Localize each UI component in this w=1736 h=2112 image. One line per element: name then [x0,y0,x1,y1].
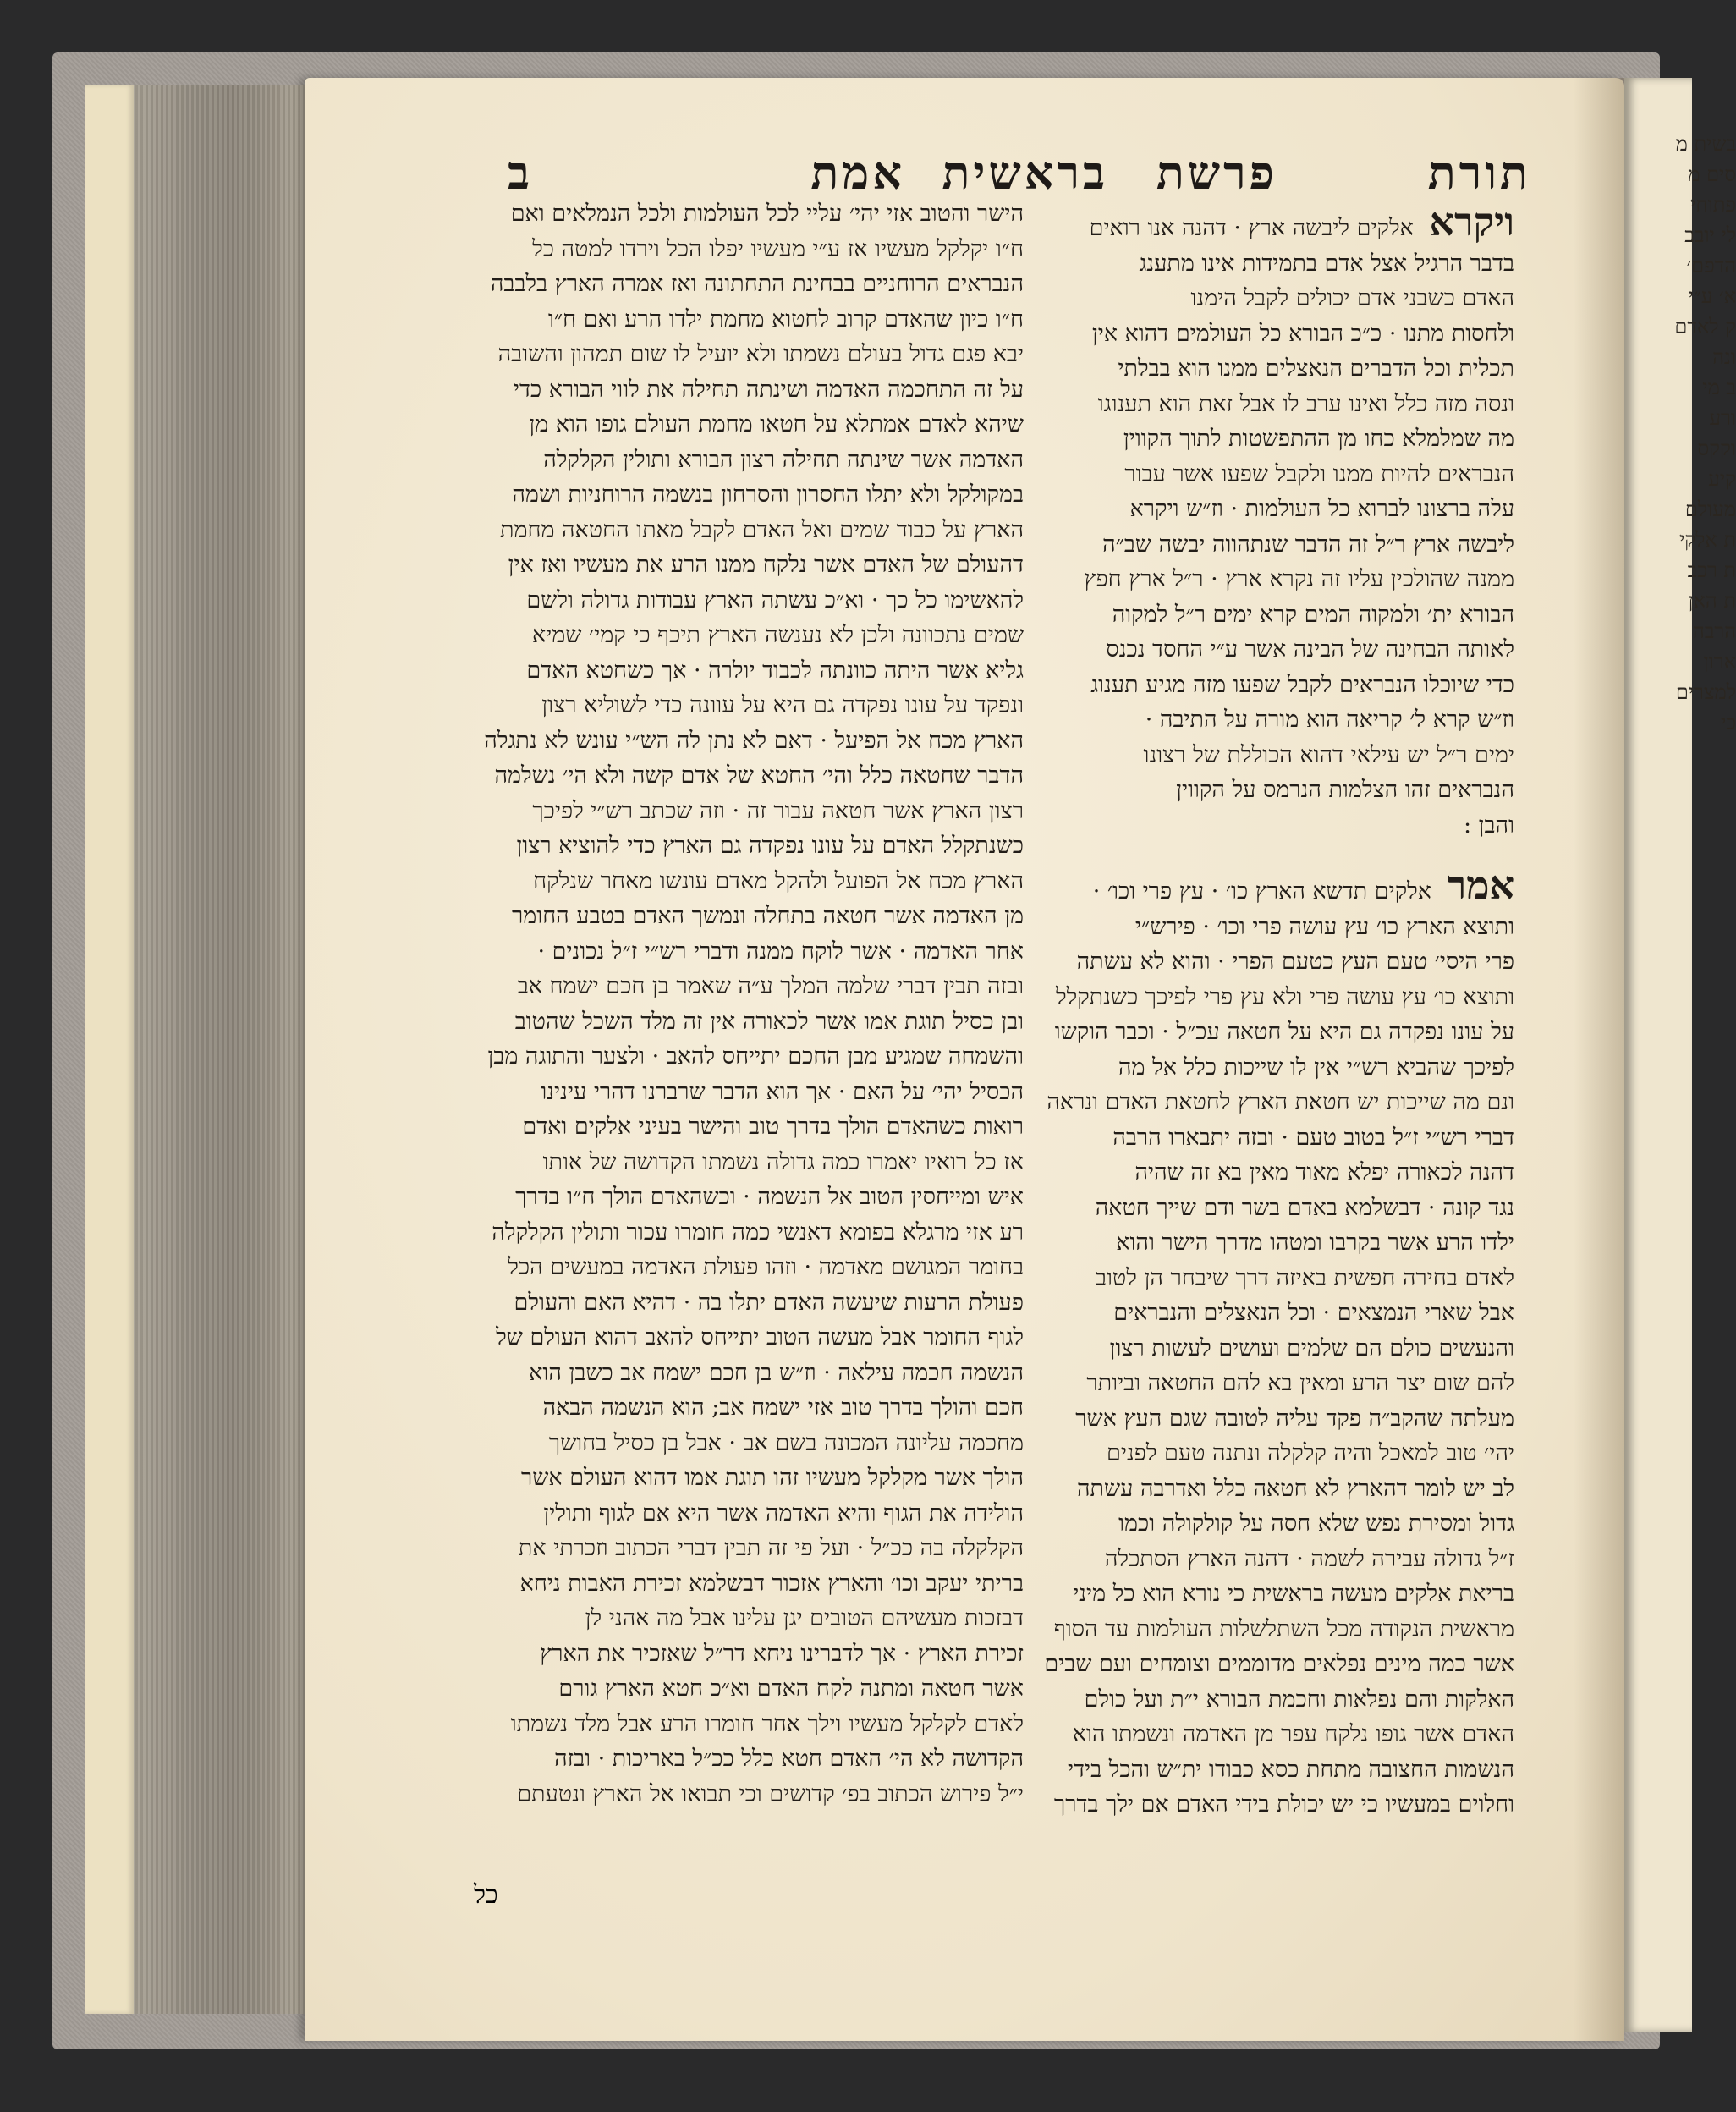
text-line: בדבר הרגיל אצל אדם בתמידות אינו מתענג [1139,250,1514,277]
text-line: האדם כשבני אדם יכולים לקבל הימנו [1190,285,1514,311]
text-line: אשר כמה מינים נפלאים מדוממים וצומחים ועם שבים [1044,1651,1514,1677]
paragraph-opener-line [1041,199,1514,246]
text-line: ונפקד על עונו נפקדה גם היא על עוונה כדי לשוליא רצון [541,692,1024,718]
text-line: הנבראים להיות ממנו ולקבל שפעו אשר עבור [1124,460,1514,487]
text-line: כשנתקלל האדם על עונו נפקדה גם הארץ כדי להוציא רצון [516,833,1024,859]
text-line: דהעולם של האדם אשר נלקח ממנו הרע את מעשיו ואז אין [508,552,1024,578]
text-line: וז״ש קרא ל׳ קריאה הוא מורה על התיבה · [1145,707,1514,733]
text-line: לי יובב [1684,223,1736,247]
text-line: דבזכות מעשיהם הטובים יגן עלינו אבל מה אהני לן [585,1605,1024,1631]
right-column-para1 [1041,246,1514,844]
text-line: להם שום יצר הרע ומאין בא להם החטאה וביותר [1086,1370,1514,1396]
text-line: לאדם בחירה חפשית באיזה דרך שיבחר הן לטוב [1096,1264,1514,1291]
paragraph-opener-word: אמר [1447,862,1514,908]
text-line: ימים ר״ל יש עילאי דהוא הכוללת של רצונו [1143,741,1514,768]
text-line: א׳ ע״י [1688,284,1736,308]
text-line: ק לאדם [1674,315,1736,338]
text-line: ונם מה שייכות יש חטאת הארץ לחטאת האדם ונראה [1047,1089,1514,1115]
left-column [465,196,1024,1812]
gutter-shadow [1574,78,1624,2041]
text-line: ולחסות מתנו · כ״כ הבורא כל העולמים דהוא אין [1091,320,1514,347]
text-line: י״ל פירוש הכתוב בפ׳ קדושים וכי תבואו אל הארץ ונטעתם [517,1780,1024,1807]
text-line: הרבה [1693,619,1736,643]
text-line: להאשימו כל כך · וא״כ עשתה הארץ עבודות גדולה ולשם [526,586,1024,613]
text-line: איש ומייחסין הטוב אל הנשמה · וכשהאדם הולך ח״ו בדרך [515,1184,1024,1210]
text-line: עלה ברצונו לברוא כל העולמות · וז״ש ויקרא [1129,496,1514,522]
text-line: ליבשה ארץ ר״ל זה הדבר שנתהווה יבשה שב״ה [1102,531,1514,558]
text-line: הנבראים זהו הצלמות הנרמס על הקווין [1176,777,1514,803]
text-line: מחכמה עליונה המכונה בשם אב · אבל בן כסיל בחושך [548,1429,1024,1456]
text-line: אשר חטאה ומתנה לקח האדם וא״כ חטא הארץ גורם [558,1675,1024,1702]
text-line: דהנה לכאורה יפלא מאוד מאין בא זה שהיה [1134,1159,1514,1185]
text-line: ארון [1703,650,1736,674]
text-line: שמים נתכוונה ולכן לא נענשה הארץ תיכף כי קמי׳ שמיא [531,622,1024,648]
text-line: ח״ו יקלקל מעשיו אז ע״י מעשיו יפלו הכל וירדו למטה כל [532,235,1024,262]
text-line: לאדם לקלקל מעשיו וילך אחר חומרו הרע אבל מלד נשמתו [510,1710,1024,1737]
text-line: הולידה את הגוף והיא האדמה אשר היא אם לגוף ותולין [543,1499,1024,1526]
header-word-torat: תורת [1427,146,1531,200]
text-line: סים מ [1688,162,1736,186]
text-line: ונה [1712,345,1736,369]
text-line: רואות כשהאדם הולך בדרך טוב והישר בעיני אלקים ואדם [522,1114,1024,1140]
text-line: שיהא לאדם אמתלא על חטאו מחמת העולם גופו הוא מן [529,411,1024,437]
text-line: מן האדמה אשר חטאה בתחלה ונמשך האדם בטבע החומר [512,903,1024,929]
text-line: בחומר המגושם מאדמה · וזהו פעולת האדמה במעשים הכל [508,1254,1024,1280]
text-line: בשית מ [1675,132,1736,156]
text-line: הכסיל יהי׳ על האם · אך הוא הדבר שרברנו דהרי עינינו [541,1078,1024,1105]
facing-page [1624,78,1736,2032]
text-line: ובזה תבין דברי שלמה המלך ע״ה שאמר בן חכם ישמח אב [517,973,1024,999]
text-line: ת רכב [1687,558,1736,582]
text-line: מעלתה שהקב״ה פקד עליה לטובה שגם העץ אשר [1075,1405,1514,1432]
text-line: רע אזי מרגלא בפומא דאנשי כמה חומרו עכור ותולין הקלקלה [492,1218,1024,1246]
text-line: הארץ על כבוד שמים ואל האדם לקבל מאתו החטאה מחמת [500,516,1024,543]
text-line: לאותה הבחינה של הבינה אשר ע״י החסד נכנס [1106,636,1514,663]
text-line: הדפם׳ [1686,254,1736,278]
text-line: אבל שארי הנמצאים · וכל הנאצלים והנבראים [1113,1300,1514,1326]
text-line: פרי היסי׳ טעם העץ כטעם הפרי · והוא לא עשתה [1076,949,1514,975]
text-line: הישר והטוב אזי יהי׳ עליי לכל העולמות ולכל הנמלאים ואם [510,201,1024,227]
text-line: מראשית הנקודה מכל השתלשלות העולמות עד הסוף [1053,1615,1514,1642]
text-line: ת אלקי [1678,528,1736,552]
text-line: ובן כסיל תוגת אמו אשר לכאורה אין זה מלד השכל שהטוב [514,1008,1024,1035]
text-line: יבא פגם גדול בעולם נשמתו ולא יועיל לו שום תמהון והשובה [497,341,1024,367]
left-column-body [465,196,1024,1812]
text-line: כי [1720,711,1736,734]
facing-page-text [1634,129,1736,738]
text-line: למצרים [1675,680,1736,704]
text-line: רצון הארץ אשר חטאה עבור זה · וזה שכתב רש״י לפיכך [532,797,1024,824]
text-line: והבן : [1463,811,1514,839]
text-line: על זה התחכמה האדמה ושינתה תחילה את לווי הבורא כדי [513,376,1024,403]
text-line: וחלוים במעשיו כי יש יכולת בידי האדם אם ילך בדרך [1053,1791,1514,1818]
text-line: האדם אשר גופו נלקח עפר מן האדמה ונשמתו הוא [1072,1721,1514,1747]
text-line: ורע [1709,406,1736,430]
text-line: אחר האדמה · אשר לוקח ממנה ודברי רש״י ז״ל נכונים · [537,938,1024,965]
text-line: פעולת הרעות שיעשה האדם יתלו בה · דהיא האם והעולם [514,1289,1024,1316]
text-line: הולך אשר מקלקל מעשיו זהו תוגת אמו דהוא העולם אשר [521,1465,1024,1491]
text-line: במקולקל ולא יתלו החסרון והסרחון בנשמה הרוחניות ושמה [512,481,1024,508]
text-line: מעולם [1684,498,1736,521]
text-line: דברי רש״י ז״ל בטוב טעם · ובזה יתבארו הרבה [1112,1124,1514,1151]
text-line: הארץ מכח אל הפועל ולהקל מאדם עונשו מאחר שנלקח [533,867,1024,894]
text-line: אז כל רואיו יאמרו כמה גדולה נשמתו הקדושה של אותו [542,1148,1024,1175]
text-line: ב מי [1702,376,1736,399]
text-line: האדמה אשר שינתה תחילה רצון הבורא ותולין הקלקלה [543,446,1024,473]
paragraph-opener-word: ויקרא [1429,199,1514,245]
text-line: על עונו נפקדה גם היא על חטאה עכ״ל · וכבר הוקשו [1054,1019,1514,1045]
text-line: הקדושה לא הי׳ האדם חטא כלל ככ״ל באריכות · ובזה [554,1746,1024,1772]
flyleaf [85,85,134,2014]
text-line: בריאת אלקים מעשה בראשית כי נורא הוא כל מיני [1073,1581,1514,1607]
text-line: והשמחה שמגיע מבן החכם יתייחס להאב · ולצער והתוגה מבן [487,1043,1024,1070]
text-line: לגוף החומר אבל מעשה הטוב יתייחס להאב דהוא העולם של [496,1324,1024,1350]
text-line: חכם והולך בדרך טוב אזי ישמח אב; הוא הנשמה הבאה [542,1394,1024,1421]
text-line: האלקות והם נפלאות וחכמת הבורא י״ת ועל כולם [1084,1686,1514,1713]
text-line: ילדו הרע אשר בקרבו ומטהו מדרך הישר והוא [1116,1229,1514,1256]
right-column [1041,199,1514,1823]
paragraph-break [1041,843,1514,868]
text-line: קיע [1708,467,1736,491]
header-word-parashat: פרשת [1156,146,1277,200]
text-line: בריתי יעקב וכו׳ והארץ אזכור דבשלמא זכירת האבות ניחא [519,1570,1024,1597]
catchword: כל [474,1880,498,1910]
text-line: זכירת הארץ · אך לדברינו ניחא דר״ל שאזכיר את הארץ [540,1640,1024,1667]
text-line: נגד קונה · דבשלמא באדם בשר ודם שייך חטאה [1095,1194,1514,1221]
text-line: לפיכך שהביא רש״י אין לו שייכות כלל אל מה [1118,1053,1514,1081]
text-line: ת האן [1688,589,1736,613]
text-line: הארץ מכח אל הפיעל · דאם לא נתן לה הש״י עונש לא נתגלה [484,727,1024,754]
header-word-emet: אמת [810,146,905,200]
text-line: וקקס [1697,437,1736,460]
text-line: והנעשים כולם הם שלמים ועושים לעשות רצון [1109,1334,1514,1361]
text-line: גליא אשר היתה כוונתה לכבוד יולרה · אך כשחטא האדם [526,657,1024,684]
text-line: אלקים תדשא הארץ כו׳ · עץ פרי וכו׳ · [1092,878,1431,905]
text-line: הדבר שחטאה כלל והי׳ החטא של אדם קשה ולא הי׳ נשלמה [494,762,1024,789]
text-line: ותוצא הארץ כו׳ עץ עושה פרי וכו׳ · פירש״י [1134,913,1514,940]
text-line: לב יש לומר דהארץ לא חטאה כלל ואדרבה עשתה [1077,1475,1514,1502]
text-line: כדי שיוכלו הנבראים לקבל שפעו מזה מגיע תענוג [1090,671,1514,698]
text-line: ממנה שהולכין עליו זה נקרא ארץ · ר״ל ארץ חפץ [1084,566,1514,592]
book-page [305,78,1624,2041]
text-line: אלקים ליבשה ארץ · דהנה אנו רואים [1089,215,1414,241]
text-line: הבורא ית׳ ולמקוה המים קרא ימים ר״ל למקוה [1112,601,1514,628]
text-line: ח״ו כיון שהאדם קרוב לחטוא מחמת ילדו הרע ואם ח״ו [547,305,1024,333]
text-line: מה שמלמלא כחו מן ההתפשטות לתוך הקווין [1123,426,1514,452]
text-line: הנבראים הרוחניים בבחינת התחתונה ואז אמרה הארץ בלבבה [490,271,1024,297]
right-column-para2 [1041,910,1514,1823]
text-line: גדול ומסירת נפש שלא חסה על קולקולה וכמו [1118,1510,1514,1537]
paragraph-opener-line [1041,862,1514,910]
header-word-bereshit: בראשית [942,146,1108,200]
text-line: הנשמה חכמה עילאה · וז״ש בן חכם ישמח אב כשבן הוא [529,1359,1024,1386]
text-line: ז״ל גדולה עבירה לשמה · דהנה הארץ הסתכלה [1104,1545,1514,1572]
text-line: תכלית וכל הדברים הנאצלים ממנו הוא בבלתי [1118,355,1514,382]
text-line: הקלקלה בה ככ״ל · ועל פי זה תבין דברי הכתוב וזכרתי את [518,1535,1024,1561]
text-line: פתוחי [1690,193,1736,217]
text-line: ונסה מזה כלל ואינו ערב לו אבל זאת הוא תענוגו [1097,390,1514,417]
text-line: יהי׳ טוב למאכל והיה קלקלה ונתנה טעם לפנים [1106,1440,1514,1466]
text-line: הנשמות החצובה מתחת כסא כבודו ית״ש והכל בידי [1067,1756,1514,1783]
page-letter: ב [507,146,533,200]
text-line: ותוצא כו׳ עץ עושה פרי ולא עץ פרי לפיכך כשנתקלל [1055,983,1514,1010]
